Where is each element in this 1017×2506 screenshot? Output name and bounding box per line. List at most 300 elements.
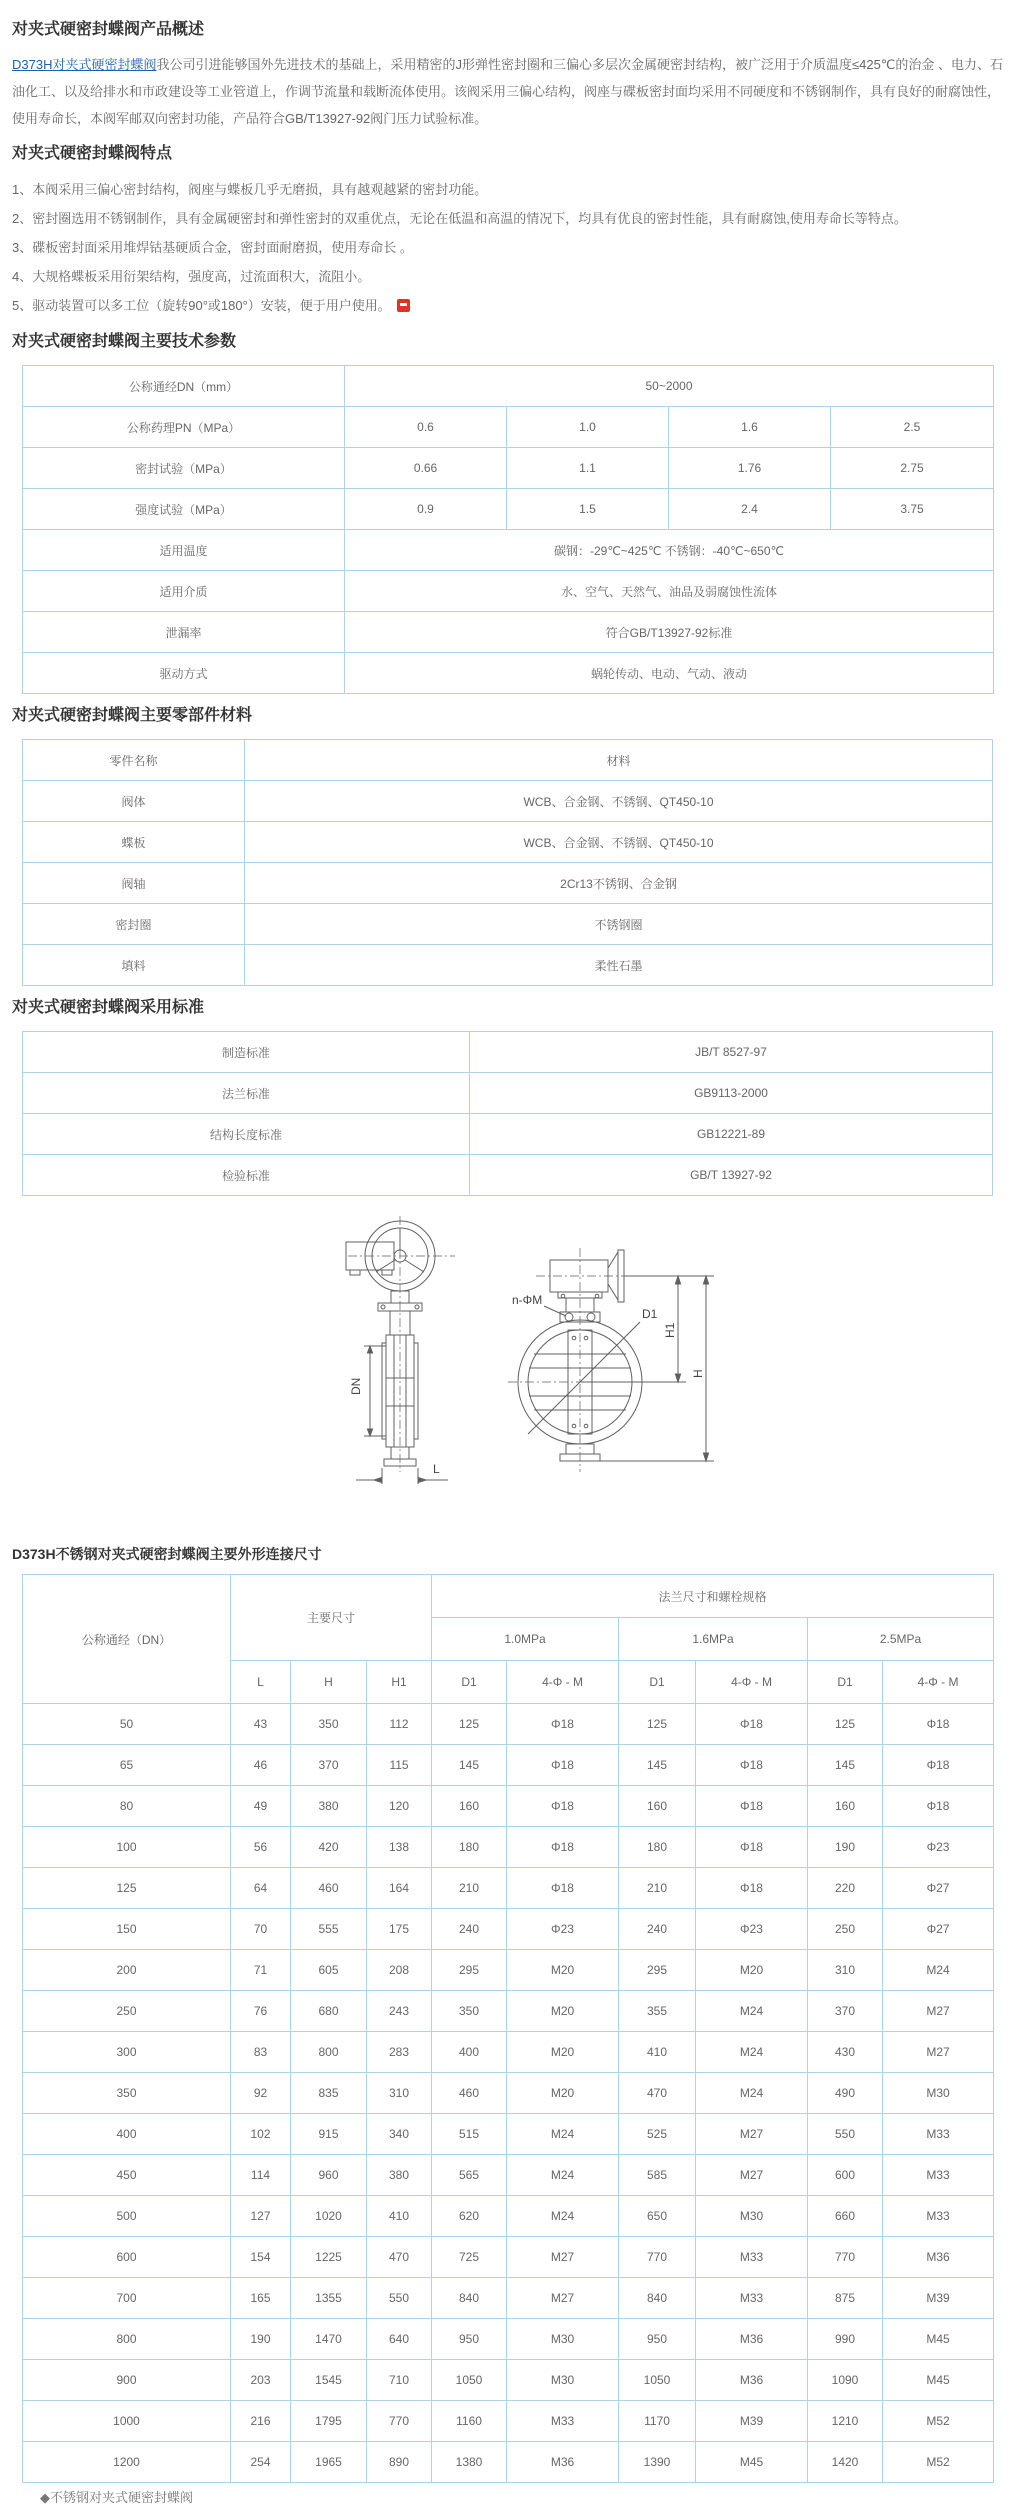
dn-value: 450: [23, 2155, 231, 2196]
dim-value: Φ18: [507, 1827, 619, 1868]
dim-value: 164: [367, 1868, 432, 1909]
dimensions-heading: D373H不锈钢对夹式硬密封蝶阀主要外形连接尺寸: [12, 1546, 322, 1562]
column-header-1.0mpa: 1.0MPa: [432, 1618, 619, 1661]
dim-value: 725: [432, 2237, 507, 2278]
dim-value: 370: [808, 1991, 883, 2032]
dimension-row: [23, 1745, 994, 1786]
dim-value: 114: [231, 2155, 291, 2196]
param-value: 0.6: [345, 407, 507, 448]
standard-row: [23, 1032, 993, 1073]
table-cell: WCB、合金钢、不锈钢、QT450-10: [245, 781, 993, 822]
part-row: [23, 863, 993, 904]
dim-value: 950: [432, 2319, 507, 2360]
dim-value: M27: [507, 2237, 619, 2278]
dim-value: 160: [619, 1786, 696, 1827]
dim-value: 915: [291, 2114, 367, 2155]
dimensions-table: [22, 1574, 994, 2483]
param-label: 驱动方式: [23, 653, 345, 694]
dim-value: 160: [432, 1786, 507, 1827]
dim-value: Φ18: [696, 1745, 808, 1786]
param-value: 2.5: [831, 407, 994, 448]
tech-param-row: [23, 489, 994, 530]
dim-value: 770: [367, 2401, 432, 2442]
dim-value: 250: [808, 1909, 883, 1950]
dim-value: 960: [291, 2155, 367, 2196]
param-value: 0.9: [345, 489, 507, 530]
dn-value: 1200: [23, 2442, 231, 2483]
dim-value: 1050: [619, 2360, 696, 2401]
dimension-row: [23, 2278, 994, 2319]
param-label: 强度试验（MPa）: [23, 489, 345, 530]
dim-value: Φ18: [883, 1704, 994, 1745]
dn-value: 100: [23, 1827, 231, 1868]
dim-value: 125: [619, 1704, 696, 1745]
dim-value: 190: [231, 2319, 291, 2360]
table-cell: 柔性石墨: [245, 945, 993, 986]
label-n-phi-m: n-ΦM: [512, 1293, 543, 1307]
dim-value: Φ18: [696, 1827, 808, 1868]
dim-value: 1380: [432, 2442, 507, 2483]
dim-value: 283: [367, 2032, 432, 2073]
dn-value: 125: [23, 1868, 231, 1909]
overview-paragraph: [12, 51, 1012, 132]
column-header: D1: [619, 1661, 696, 1704]
dim-value: M45: [883, 2319, 994, 2360]
dim-value: 950: [619, 2319, 696, 2360]
dim-value: 340: [367, 2114, 432, 2155]
label-d1: D1: [642, 1307, 658, 1321]
dim-value: 355: [619, 1991, 696, 2032]
part-row: [23, 822, 993, 863]
dim-value: 1420: [808, 2442, 883, 2483]
dim-value: 165: [231, 2278, 291, 2319]
dimension-row: [23, 2114, 994, 2155]
dim-value: 835: [291, 2073, 367, 2114]
dim-value: Φ27: [883, 1909, 994, 1950]
dn-value: 80: [23, 1786, 231, 1827]
label-l: L: [433, 1462, 440, 1476]
dim-value: M24: [507, 2155, 619, 2196]
dim-value: 380: [367, 2155, 432, 2196]
dim-value: M30: [507, 2360, 619, 2401]
dim-value: 145: [432, 1745, 507, 1786]
part-row: [23, 945, 993, 986]
feature-item: [12, 233, 1005, 262]
dim-value: 370: [291, 1745, 367, 1786]
param-value: 水、空气、天然气、油品及弱腐蚀性流体: [345, 571, 994, 612]
dim-value: 1965: [291, 2442, 367, 2483]
dim-value: 770: [619, 2237, 696, 2278]
dim-value: 46: [231, 1745, 291, 1786]
param-label: 公称药理PN（MPa）: [23, 407, 345, 448]
product-link[interactable]: D373H对夹式硬密封蝶阀: [12, 57, 157, 72]
dimension-row: [23, 1827, 994, 1868]
dim-value: M39: [696, 2401, 808, 2442]
dim-value: 515: [432, 2114, 507, 2155]
dim-value: 125: [808, 1704, 883, 1745]
param-value: 50~2000: [345, 366, 994, 407]
dim-value: 800: [291, 2032, 367, 2073]
table-cell: 阀轴: [23, 863, 245, 904]
table-cell: GB/T 13927-92: [470, 1155, 993, 1196]
dim-value: 254: [231, 2442, 291, 2483]
table-cell: 密封圈: [23, 904, 245, 945]
dim-value: 112: [367, 1704, 432, 1745]
column-header: D1: [808, 1661, 883, 1704]
table-cell: GB9113-2000: [470, 1073, 993, 1114]
tech-params-section: [12, 328, 1005, 694]
dim-value: 840: [619, 2278, 696, 2319]
dim-value: 127: [231, 2196, 291, 2237]
clipped-bottom-text: ◆不锈钢对夹式硬密封蝶阀: [40, 2490, 193, 2505]
dimension-row: [23, 1909, 994, 1950]
feature-item: [12, 262, 1005, 291]
param-value: 1.0: [507, 407, 669, 448]
standard-row: [23, 1155, 993, 1196]
dn-value: 600: [23, 2237, 231, 2278]
dim-value: Φ18: [883, 1786, 994, 1827]
dim-value: 154: [231, 2237, 291, 2278]
dim-value: 115: [367, 1745, 432, 1786]
column-header-main-dims: 主要尺寸: [231, 1575, 432, 1661]
dim-value: 92: [231, 2073, 291, 2114]
column-header: 零件名称: [23, 740, 245, 781]
feature-item: [12, 291, 1005, 320]
tech-param-row: [23, 612, 994, 653]
dim-value: M24: [507, 2114, 619, 2155]
dim-value: 1470: [291, 2319, 367, 2360]
table-cell: 2Cr13不锈钢、合金钢: [245, 863, 993, 904]
table-cell: WCB、合金钢、不锈钢、QT450-10: [245, 822, 993, 863]
dim-value: 240: [619, 1909, 696, 1950]
dimension-row: [23, 1950, 994, 1991]
features-section: [12, 140, 1005, 320]
dim-value: M33: [696, 2237, 808, 2278]
standard-row: [23, 1114, 993, 1155]
dim-value: 550: [808, 2114, 883, 2155]
column-header-1.6mpa: 1.6MPa: [619, 1618, 808, 1661]
dim-value: 1160: [432, 2401, 507, 2442]
dim-value: Φ18: [696, 1704, 808, 1745]
dim-value: 605: [291, 1950, 367, 1991]
column-header: 4-Φ - M: [883, 1661, 994, 1704]
label-h: H: [691, 1369, 705, 1378]
dim-value: 83: [231, 2032, 291, 2073]
dn-value: 800: [23, 2319, 231, 2360]
dim-value: 180: [619, 1827, 696, 1868]
dim-value: 203: [231, 2360, 291, 2401]
dim-value: M20: [507, 1950, 619, 1991]
tech-param-row: [23, 653, 994, 694]
dim-value: M27: [696, 2114, 808, 2155]
dn-value: 1000: [23, 2401, 231, 2442]
dim-value: 840: [432, 2278, 507, 2319]
dim-value: M24: [696, 2073, 808, 2114]
dn-value: 900: [23, 2360, 231, 2401]
tech-params-heading: 对夹式硬密封蝶阀主要技术参数: [12, 333, 237, 350]
dim-value: 208: [367, 1950, 432, 1991]
dim-value: Φ18: [507, 1745, 619, 1786]
dim-value: Φ27: [883, 1868, 994, 1909]
part-row: [23, 781, 993, 822]
dim-value: 1020: [291, 2196, 367, 2237]
dim-value: M27: [696, 2155, 808, 2196]
dim-value: 380: [291, 1786, 367, 1827]
tech-param-row: [23, 571, 994, 612]
param-label: 公称通经DN（mm）: [23, 366, 345, 407]
valve-side-view: [346, 1216, 455, 1484]
table-cell: 阀体: [23, 781, 245, 822]
standard-row: [23, 1073, 993, 1114]
dim-value: 420: [291, 1827, 367, 1868]
feature-text: 4、大规格蝶板采用衍架结构，强度高，过流面积大，流阻小。: [12, 269, 371, 284]
param-label: 密封试验（MPa）: [23, 448, 345, 489]
dim-value: 410: [367, 2196, 432, 2237]
dim-value: M36: [507, 2442, 619, 2483]
dimension-row: [23, 2319, 994, 2360]
dim-value: 145: [808, 1745, 883, 1786]
tech-param-row: [23, 366, 994, 407]
dimension-row: [23, 2401, 994, 2442]
tech-param-row: [23, 530, 994, 571]
dim-value: 180: [432, 1827, 507, 1868]
dimension-row: [23, 2073, 994, 2114]
dim-value: 310: [367, 2073, 432, 2114]
parts-material-section: [12, 702, 1005, 986]
dim-value: 70: [231, 1909, 291, 1950]
dim-value: M36: [696, 2360, 808, 2401]
dim-value: 650: [619, 2196, 696, 2237]
param-value: 蜗轮传动、电动、气动、液动: [345, 653, 994, 694]
param-value: 0.66: [345, 448, 507, 489]
tech-param-row: [23, 448, 994, 489]
column-header-flange: 法兰尺寸和螺栓规格: [432, 1575, 994, 1618]
param-value: 2.4: [669, 489, 831, 530]
dim-value: Φ23: [883, 1827, 994, 1868]
column-header-2.5mpa: 2.5MPa: [808, 1618, 994, 1661]
dim-value: M20: [696, 1950, 808, 1991]
dimension-row: [23, 2442, 994, 2483]
dim-value: 295: [619, 1950, 696, 1991]
dim-value: 160: [808, 1786, 883, 1827]
dim-value: M24: [696, 1991, 808, 2032]
standards-table: [22, 1031, 993, 1196]
table-cell: 蝶板: [23, 822, 245, 863]
param-label: 泄漏率: [23, 612, 345, 653]
label-h1: H1: [663, 1322, 677, 1338]
dim-value: 555: [291, 1909, 367, 1950]
dim-value: 210: [432, 1868, 507, 1909]
dim-value: Φ18: [883, 1745, 994, 1786]
dim-value: M30: [883, 2073, 994, 2114]
valve-technical-drawing: [12, 1210, 1005, 1514]
dim-value: M24: [507, 2196, 619, 2237]
dim-value: 1170: [619, 2401, 696, 2442]
param-value: 3.75: [831, 489, 994, 530]
dim-value: Φ18: [507, 1868, 619, 1909]
dim-value: 770: [808, 2237, 883, 2278]
dim-value: 310: [808, 1950, 883, 1991]
dim-value: M33: [696, 2278, 808, 2319]
dim-value: Φ23: [507, 1909, 619, 1950]
part-row: [23, 904, 993, 945]
dim-value: 400: [432, 2032, 507, 2073]
dim-dn: [364, 1346, 386, 1436]
table-cell: JB/T 8527-97: [470, 1032, 993, 1073]
dim-value: 410: [619, 2032, 696, 2073]
param-value: 1.1: [507, 448, 669, 489]
feature-item: [12, 204, 1005, 233]
dim-value: 470: [367, 2237, 432, 2278]
standards-section: [12, 994, 1005, 1196]
dim-value: M33: [507, 2401, 619, 2442]
dim-value: 990: [808, 2319, 883, 2360]
red-consult-icon[interactable]: [397, 299, 410, 312]
dimension-row: [23, 2032, 994, 2073]
dim-value: 1050: [432, 2360, 507, 2401]
parts-material-heading: 对夹式硬密封蝶阀主要零部件材料: [12, 707, 253, 724]
dim-value: M33: [883, 2196, 994, 2237]
dim-value: 460: [432, 2073, 507, 2114]
standards-heading: 对夹式硬密封蝶阀采用标准: [12, 999, 205, 1016]
column-header: H: [291, 1661, 367, 1704]
param-label: 适用介质: [23, 571, 345, 612]
param-value: 1.5: [507, 489, 669, 530]
dim-value: 350: [291, 1704, 367, 1745]
dim-value: M30: [696, 2196, 808, 2237]
dim-value: 600: [808, 2155, 883, 2196]
dimension-row: [23, 1868, 994, 1909]
dim-value: 76: [231, 1991, 291, 2032]
feature-text: 1、本阀采用三偏心密封结构，阀座与蝶板几乎无磨损，具有越观越紧的密封功能。: [12, 182, 488, 197]
dn-value: 300: [23, 2032, 231, 2073]
tech-param-row: [23, 407, 994, 448]
table-cell: 检验标准: [23, 1155, 470, 1196]
dim-value: M30: [507, 2319, 619, 2360]
dim-value: M33: [883, 2114, 994, 2155]
dim-value: Φ18: [507, 1786, 619, 1827]
dim-value: 102: [231, 2114, 291, 2155]
label-dn: DN: [349, 1377, 363, 1395]
table-cell: 制造标准: [23, 1032, 470, 1073]
dim-value: 1090: [808, 2360, 883, 2401]
column-header: 4-Φ - M: [696, 1661, 808, 1704]
dn-value: 400: [23, 2114, 231, 2155]
dimension-row: [23, 2237, 994, 2278]
dim-value: M33: [883, 2155, 994, 2196]
dim-value: 430: [808, 2032, 883, 2073]
dim-value: M27: [883, 2032, 994, 2073]
dim-value: 220: [808, 1868, 883, 1909]
dim-value: 565: [432, 2155, 507, 2196]
parts-material-table: [22, 739, 993, 986]
param-value: 2.75: [831, 448, 994, 489]
dim-value: 49: [231, 1786, 291, 1827]
dim-value: 216: [231, 2401, 291, 2442]
feature-text: 5、驱动装置可以多工位（旋转90°或180°）安装，便于用户使用。: [12, 298, 391, 313]
dn-value: 250: [23, 1991, 231, 2032]
dim-value: 550: [367, 2278, 432, 2319]
table-cell: 法兰标准: [23, 1073, 470, 1114]
dim-value: M20: [507, 2032, 619, 2073]
drawing-labels: [349, 1293, 705, 1476]
table-cell: GB12221-89: [470, 1114, 993, 1155]
dim-value: 1225: [291, 2237, 367, 2278]
dimension-row: [23, 1991, 994, 2032]
dim-value: M20: [507, 1991, 619, 2032]
dn-value: 700: [23, 2278, 231, 2319]
dim-value: 680: [291, 1991, 367, 2032]
dim-value: 1210: [808, 2401, 883, 2442]
dim-value: M20: [507, 2073, 619, 2114]
dim-value: 210: [619, 1868, 696, 1909]
dim-value: 175: [367, 1909, 432, 1950]
dimension-row: [23, 1786, 994, 1827]
features-heading: 对夹式硬密封蝶阀特点: [12, 145, 173, 162]
dim-value: 350: [432, 1991, 507, 2032]
dim-value: M27: [507, 2278, 619, 2319]
dim-value: 190: [808, 1827, 883, 1868]
valve-front-view: [508, 1248, 714, 1472]
dimensions-section: [12, 1544, 1005, 2483]
dim-value: 470: [619, 2073, 696, 2114]
dim-value: 620: [432, 2196, 507, 2237]
dim-value: M39: [883, 2278, 994, 2319]
dim-value: 640: [367, 2319, 432, 2360]
table-cell: 填料: [23, 945, 245, 986]
table-header-row: [23, 1575, 994, 1618]
dim-value: 1795: [291, 2401, 367, 2442]
dim-value: Φ18: [696, 1868, 808, 1909]
dimension-row: [23, 2360, 994, 2401]
feature-item: [12, 175, 1005, 204]
dim-value: 125: [432, 1704, 507, 1745]
dn-value: 200: [23, 1950, 231, 1991]
param-value: 符合GB/T13927-92标准: [345, 612, 994, 653]
dim-value: 525: [619, 2114, 696, 2155]
dim-value: 660: [808, 2196, 883, 2237]
dim-value: 490: [808, 2073, 883, 2114]
column-header: L: [231, 1661, 291, 1704]
dim-value: 145: [619, 1745, 696, 1786]
dimension-row: [23, 2196, 994, 2237]
dim-value: M52: [883, 2442, 994, 2483]
dim-value: 1355: [291, 2278, 367, 2319]
dim-value: 64: [231, 1868, 291, 1909]
param-value: 碳钢：-29℃~425℃ 不锈钢：-40℃~650℃: [345, 530, 994, 571]
param-label: 适用温度: [23, 530, 345, 571]
dim-value: 138: [367, 1827, 432, 1868]
column-header-dn: 公称通经（DN）: [23, 1575, 231, 1704]
tech-params-table: [22, 365, 994, 694]
dim-value: M24: [696, 2032, 808, 2073]
dim-value: 1545: [291, 2360, 367, 2401]
dn-value: 65: [23, 1745, 231, 1786]
table-cell: 不锈钢圈: [245, 904, 993, 945]
dim-value: 890: [367, 2442, 432, 2483]
dn-value: 50: [23, 1704, 231, 1745]
dimension-row: [23, 1704, 994, 1745]
feature-text: 3、碟板密封面采用堆焊钴基硬质合金，密封面耐磨损，使用寿命长 。: [12, 240, 413, 255]
column-header: H1: [367, 1661, 432, 1704]
dim-value: Φ18: [696, 1786, 808, 1827]
dim-value: 240: [432, 1909, 507, 1950]
dim-value: 1390: [619, 2442, 696, 2483]
dim-value: M36: [696, 2319, 808, 2360]
dim-value: M45: [883, 2360, 994, 2401]
dim-value: 71: [231, 1950, 291, 1991]
dim-value: 585: [619, 2155, 696, 2196]
